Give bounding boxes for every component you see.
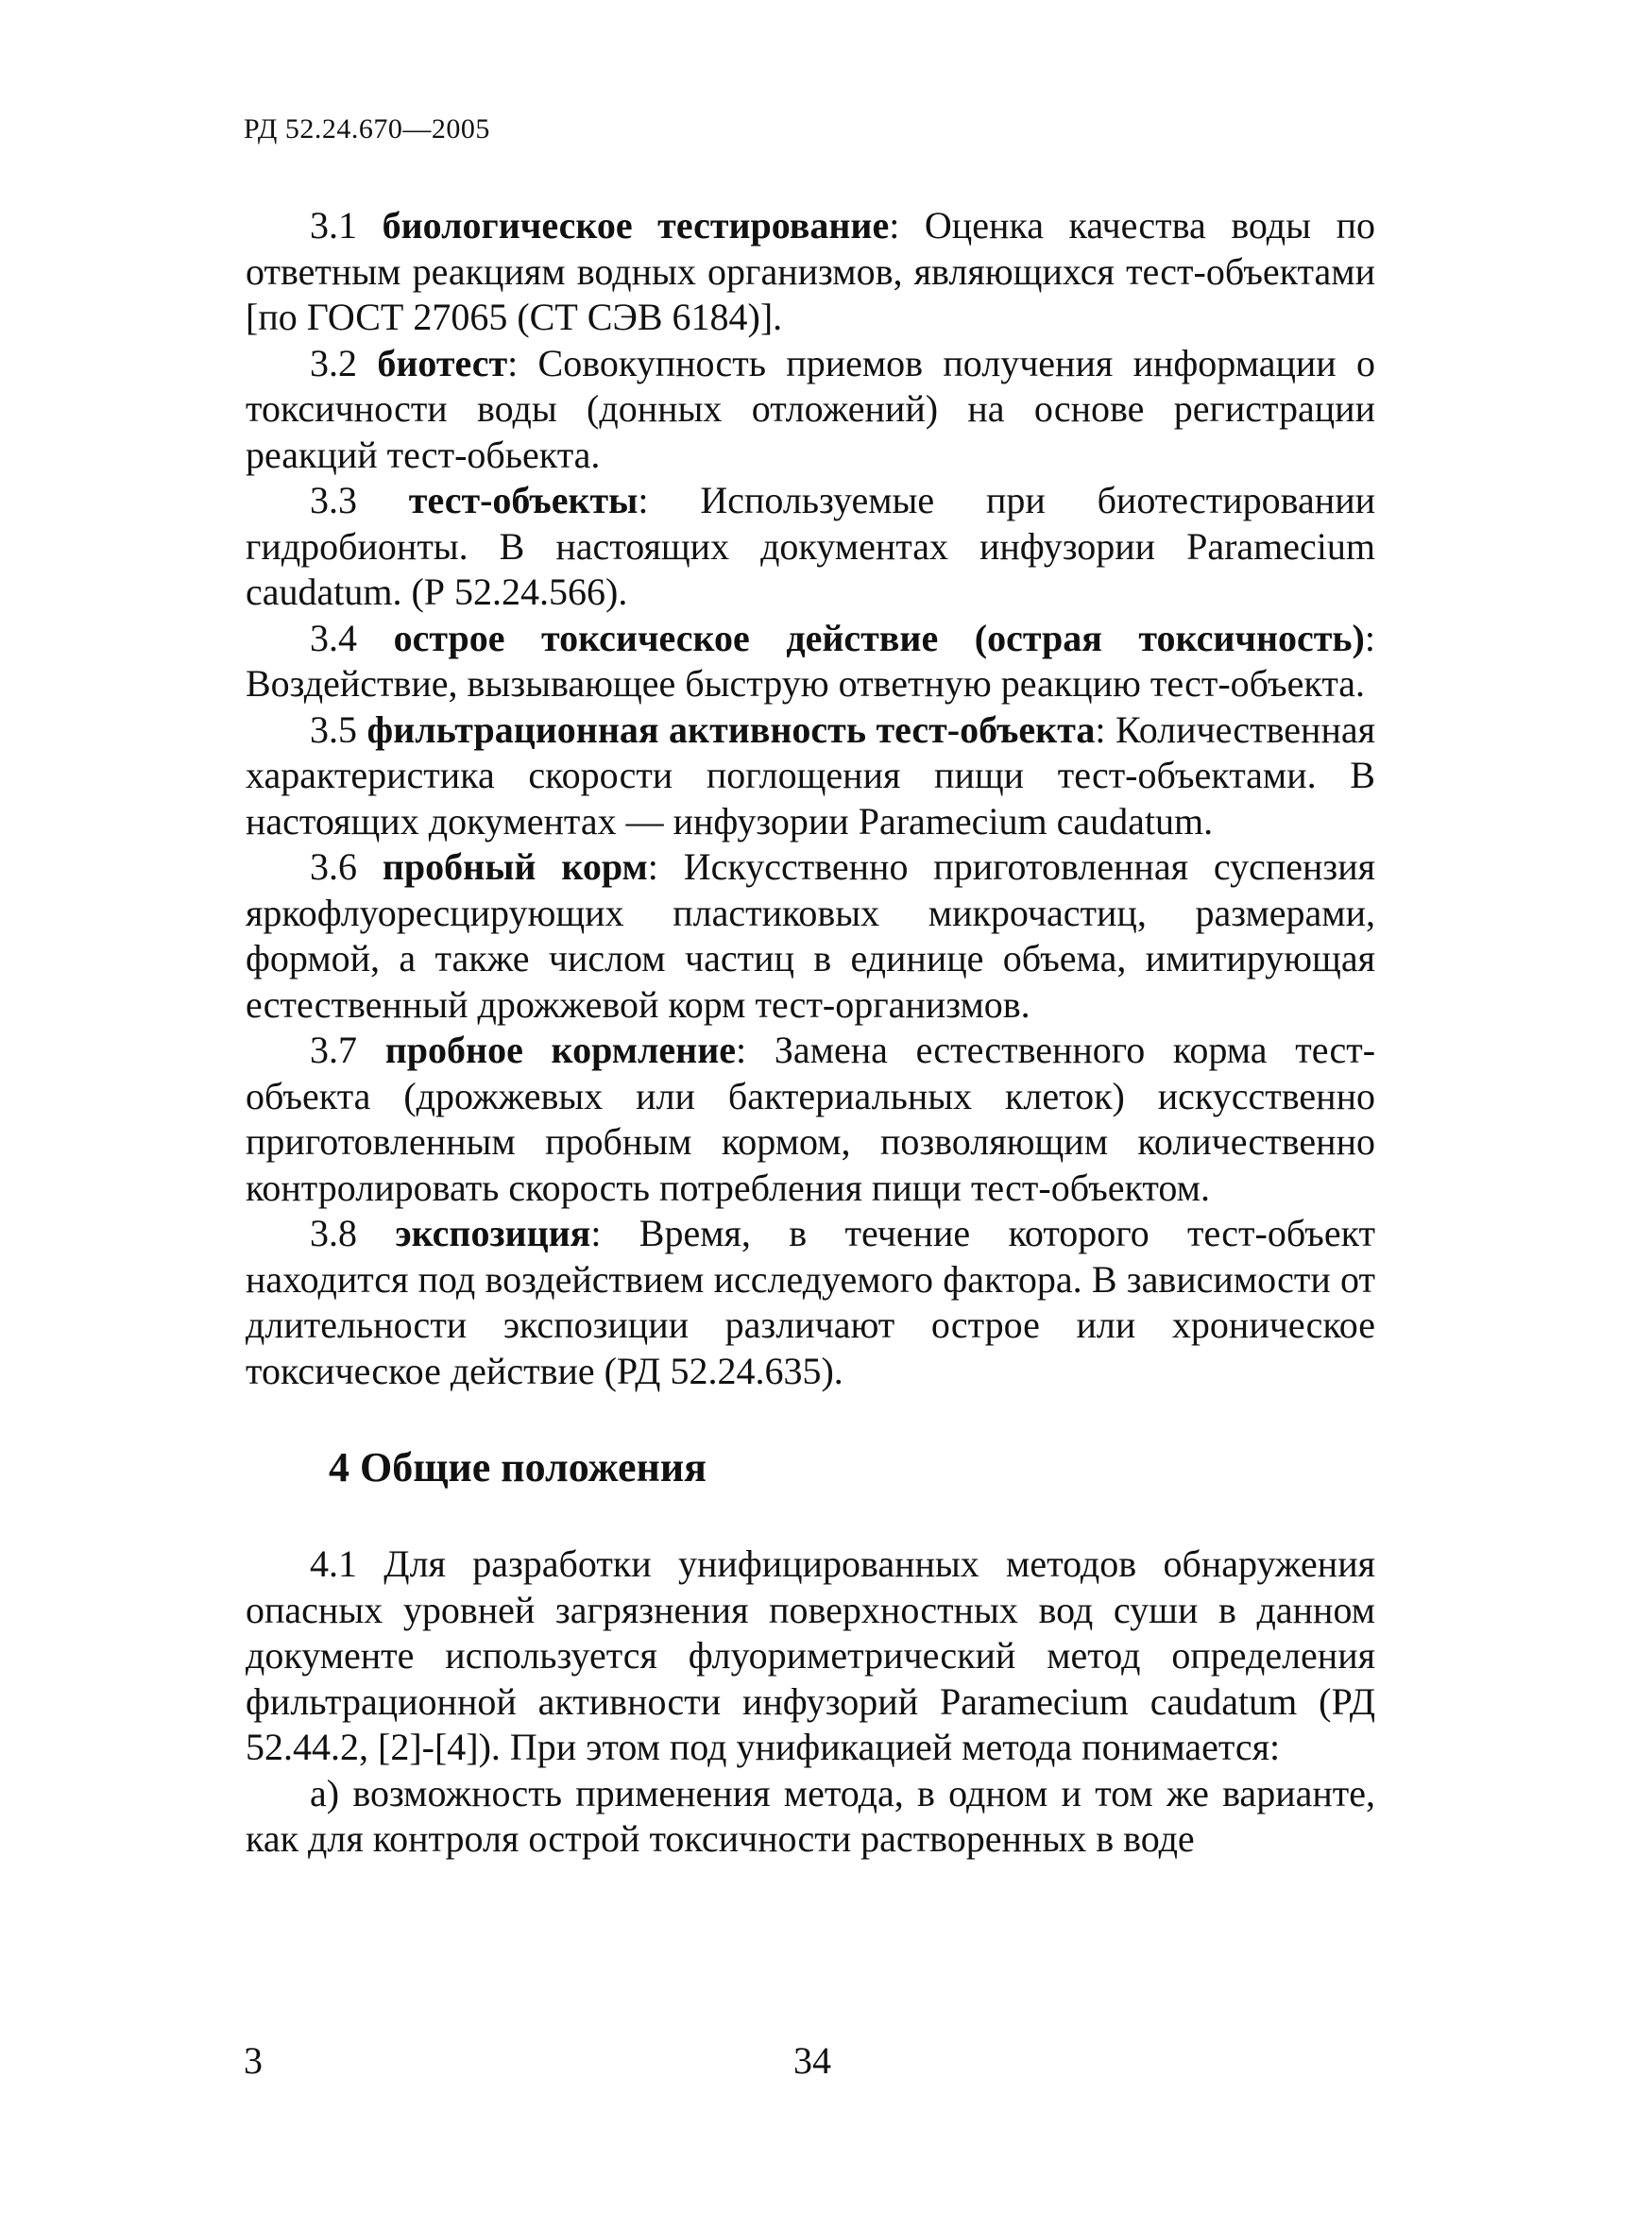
definition-3-7 (246, 1028, 1375, 1211)
definition-term: фильтрационная активность тест-объекта (366, 707, 1096, 751)
definition-3-5 (246, 707, 1375, 845)
definition-text: : Используемые при биотестировании гидробионты. В настоящих документах инфузории Paramecium caudatum. (Р 52.24.566). (246, 479, 1375, 613)
definition-3-6 (246, 844, 1375, 1028)
definition-number: 3.8 (310, 1212, 357, 1254)
definition-term: пробный корм (382, 845, 648, 888)
definition-3-2 (246, 341, 1375, 479)
definition-text: : Искусственно приготовленная суспензия яркофлуоресцирующих пластиковых микрочастиц, размерами, формой, а также числом частиц в единице объема, имитирующая естественный дрожжевой корм тест-организмов. (246, 845, 1375, 1026)
definition-term: пробное кормление (384, 1029, 737, 1071)
paragraph-4-1: 4.1 Для разработки унифицированных методов обнаружения опасных уровней загрязнения поверхностных вод суши в данном документе используется флуориметрический метод определения фильтрационной активности инфузорий Paramecium caudatum (РД 52.44.2, [2]-[4]). При этом под унификацией метода понимается: (246, 1542, 1375, 1768)
definition-3-3 (246, 478, 1375, 616)
definition-3-1 (246, 203, 1375, 341)
page-number: 34 (793, 2039, 831, 2082)
definition-text: : Совокупность приемов получения информации о токсичности воды (донных отложений) на основе регистрации реакций тест-обьекта. (246, 341, 1376, 476)
paragraph-4-1-a: а) возможность применения метода, в одном и том же варианте, как для контроля острой токсичности растворенных в воде (246, 1771, 1375, 1860)
definition-term: биологическое тестирование (382, 204, 890, 247)
definition-number: 3.4 (310, 616, 357, 659)
definition-text: : Воздействие, вызывающее быструю ответную реакцию тест-объекта. (246, 616, 1375, 705)
definition-text: : Количественная характеристика скорости поглощения пищи тест-объектами. В настоящих документах — инфузории Paramecium caudatum. (246, 707, 1375, 843)
definition-term: биотест (377, 341, 508, 384)
definition-number: 3.2 (310, 341, 357, 384)
definition-text: : Время, в течение которого тест-объект находится под воздействием исследуемого фактора. В зависимости от длительности экспозиции различают острое или хроническое токсическое действие (РД 52.24.635). (246, 1212, 1375, 1392)
document-body (246, 203, 1375, 1863)
definition-text: : Замена естественного корма тест-объекта (дрожжевых или бактериальных клеток) искусственно приготовленным пробным кормом, позволяющим количественно контролировать скорость потребления пищи тест-объектом. (246, 1029, 1376, 1209)
definition-3-4 (246, 616, 1375, 707)
footer-left-number: 3 (244, 2039, 263, 2082)
definition-number: 3.5 (310, 707, 357, 751)
definition-term: тест-объекты (408, 479, 639, 521)
definition-number: 3.1 (310, 204, 357, 247)
definition-number: 3.6 (310, 845, 357, 888)
definition-term: острое токсическое действие (острая токсичность) (393, 616, 1365, 659)
document-code-header: РД 52.24.670—2005 (244, 113, 490, 145)
definition-number: 3.3 (310, 479, 357, 521)
section-heading: 4 Общие положения (329, 1444, 707, 1490)
definition-text: : Оценка качества воды по ответным реакциям водных организмов, являющихся тест-объектами [по ГОСТ 27065 (СТ СЭВ 6184)]. (246, 204, 1375, 338)
definition-term: экспозиция (395, 1212, 591, 1254)
definition-number: 3.7 (310, 1029, 357, 1071)
definition-3-8 (246, 1211, 1375, 1394)
